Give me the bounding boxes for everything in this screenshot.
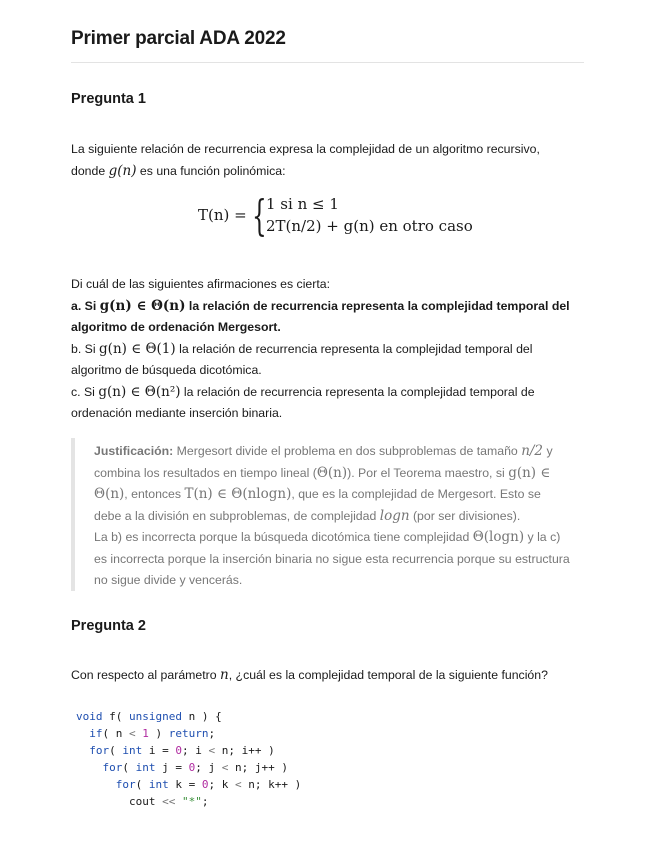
code-token: n; i++ ) xyxy=(215,744,275,757)
code-token: < xyxy=(129,727,136,740)
title-divider xyxy=(71,62,584,63)
code-token: ( n xyxy=(102,727,129,740)
option-c-text: la relación de recurrencia representa la complejidad temporal de xyxy=(180,384,535,399)
option-b-text: la relación de recurrencia representa la complejidad temporal del xyxy=(175,341,533,356)
code-token: k = xyxy=(168,778,202,791)
option-c-math: g(n) ∈ Θ(n²) xyxy=(98,383,181,400)
code-token: ; j xyxy=(195,761,222,774)
code-token: 1 xyxy=(135,727,149,740)
code-token: n; k++ ) xyxy=(241,778,302,791)
code-token: < xyxy=(208,744,216,757)
code-line-1 xyxy=(76,708,301,725)
option-c-line-2: ordenación mediante inserción binaria. xyxy=(71,406,283,420)
justification-text xyxy=(94,441,586,592)
code-token: < xyxy=(221,761,229,774)
code-token: f( xyxy=(102,710,129,723)
justification-text-1-end: y xyxy=(543,444,553,458)
justification-blockquote xyxy=(71,438,586,591)
code-token: ) xyxy=(148,727,169,740)
code-token: cout xyxy=(128,795,163,808)
justification-line-4 xyxy=(94,506,586,528)
question-1-intro xyxy=(71,139,571,182)
justification-math-1: n/2 xyxy=(521,443,544,459)
justification-line-7: no sigue divide y vencerás. xyxy=(94,573,243,587)
code-line-4 xyxy=(76,759,301,776)
option-c xyxy=(71,382,591,404)
code-token: 0 xyxy=(188,761,196,774)
question-1-options xyxy=(71,274,591,425)
code-token: ( xyxy=(109,744,123,757)
code-block xyxy=(76,708,301,810)
code-token: for xyxy=(102,761,123,774)
intro-text: donde xyxy=(71,163,109,178)
intro-line-1: La siguiente relación de recurrencia expresa la complejidad de un algoritmo recursivo, xyxy=(71,142,540,156)
justification-text-3a: , entonces xyxy=(124,487,185,501)
justification-line-6: es incorrecta porque la inserción binaria no sigue esta recurrencia porque su estructura xyxy=(94,551,570,566)
code-token: ; i xyxy=(182,744,209,757)
code-token: int xyxy=(135,761,156,774)
justification-text-2a: combina los resultados en tiempo lineal ( xyxy=(94,465,317,480)
justification-text-2b: ). Por el Teorema maestro, si xyxy=(347,465,509,480)
code-token: "*" xyxy=(175,795,202,808)
justification-line-1 xyxy=(94,441,586,463)
q2-prompt-pre: Con respecto al parámetro xyxy=(71,668,221,682)
intro-math: g(n) xyxy=(108,162,137,179)
code-token: ; xyxy=(201,795,209,808)
justification-line-2 xyxy=(94,463,586,485)
question-2-heading: Pregunta 2 xyxy=(71,618,146,634)
code-line-5 xyxy=(76,776,301,793)
code-token: n ) { xyxy=(181,710,222,723)
intro-line-2 xyxy=(71,161,571,183)
formula-case-2: 2T(n/2) + g(n) en otro caso xyxy=(266,217,473,235)
option-b-line-2: algoritmo de búsqueda dicotómica. xyxy=(71,363,262,377)
intro-text-post: es una función polinómica: xyxy=(136,163,286,178)
question-2-prompt xyxy=(71,665,591,687)
justification-text-5a: La b) es incorrecta porque la búsqueda dicotómica tiene complejidad xyxy=(94,530,473,544)
justification-line-3 xyxy=(94,484,586,506)
justification-line-5 xyxy=(94,527,586,549)
justification-text-4a: debe a la división en subproblemas, de complejidad xyxy=(94,508,380,523)
justification-math-4: logn xyxy=(379,507,410,524)
option-a-prefix: a. Si xyxy=(71,298,100,313)
justification-text-1: Mergesort divide el problema en dos subproblemas de tamaño xyxy=(173,444,522,458)
code-token: << xyxy=(162,795,176,808)
question-1-heading: Pregunta 1 xyxy=(71,91,146,107)
code-token: unsigned xyxy=(129,710,182,723)
code-token: return xyxy=(168,727,209,740)
code-token: for xyxy=(89,744,110,757)
option-b xyxy=(71,339,591,361)
q2-prompt-post: , ¿cuál es la complejidad temporal de la siguiente función? xyxy=(228,668,548,682)
justification-text-4b: (por ser divisiones). xyxy=(409,508,521,523)
justification-text-3b: , que es la complejidad de Mergesort. Esto se xyxy=(291,487,541,501)
code-line-2 xyxy=(76,725,301,742)
option-b-math: g(n) ∈ Θ(1) xyxy=(99,340,176,357)
code-token: if xyxy=(89,727,103,740)
justification-label: Justificación: xyxy=(94,444,174,458)
code-line-6 xyxy=(76,793,301,810)
code-token: ; xyxy=(208,727,216,740)
option-a xyxy=(71,296,591,318)
code-token: i = xyxy=(142,744,176,757)
code-token: int xyxy=(148,778,169,791)
formula-lhs: T(n) = xyxy=(198,206,247,224)
justification-math-2b: g(n) ∈ xyxy=(508,464,551,481)
justification-text-5b: y la c) xyxy=(524,530,561,544)
justification-math-3a: Θ(n) xyxy=(94,486,125,502)
code-token: 0 xyxy=(201,778,209,791)
option-a-line-2: algoritmo de ordenación Mergesort. xyxy=(71,320,281,334)
code-token: 0 xyxy=(175,744,182,757)
justification-math-2a: Θ(n) xyxy=(316,464,348,481)
formula-brace: { xyxy=(252,191,267,240)
option-c-prefix: c. Si xyxy=(71,384,99,399)
options-prompt: Di cuál de las siguientes afirmaciones es cierta: xyxy=(71,277,331,291)
option-b-prefix: b. Si xyxy=(71,341,100,356)
code-token: void xyxy=(76,710,103,723)
option-a-math: g(n) ∈ Θ(n) xyxy=(99,297,186,314)
code-token: for xyxy=(115,778,136,791)
formula-case-1: 1 si n ≤ 1 xyxy=(266,195,339,213)
justification-math-5: Θ(logn) xyxy=(472,529,525,545)
q2-prompt-math: n xyxy=(220,667,229,683)
code-token: ( xyxy=(122,761,136,774)
code-token: < xyxy=(235,778,242,791)
code-line-3 xyxy=(76,742,301,759)
page-title: Primer parcial ADA 2022 xyxy=(71,28,286,49)
option-a-text: la relación de recurrencia representa la complejidad temporal del xyxy=(185,298,570,313)
code-token: n; j++ ) xyxy=(228,761,288,774)
code-token: ( xyxy=(135,778,149,791)
code-token: int xyxy=(122,744,143,757)
code-token: j = xyxy=(155,761,189,774)
justification-math-3b: T(n) ∈ Θ(nlogn) xyxy=(184,486,292,502)
code-token: ; k xyxy=(208,778,235,791)
